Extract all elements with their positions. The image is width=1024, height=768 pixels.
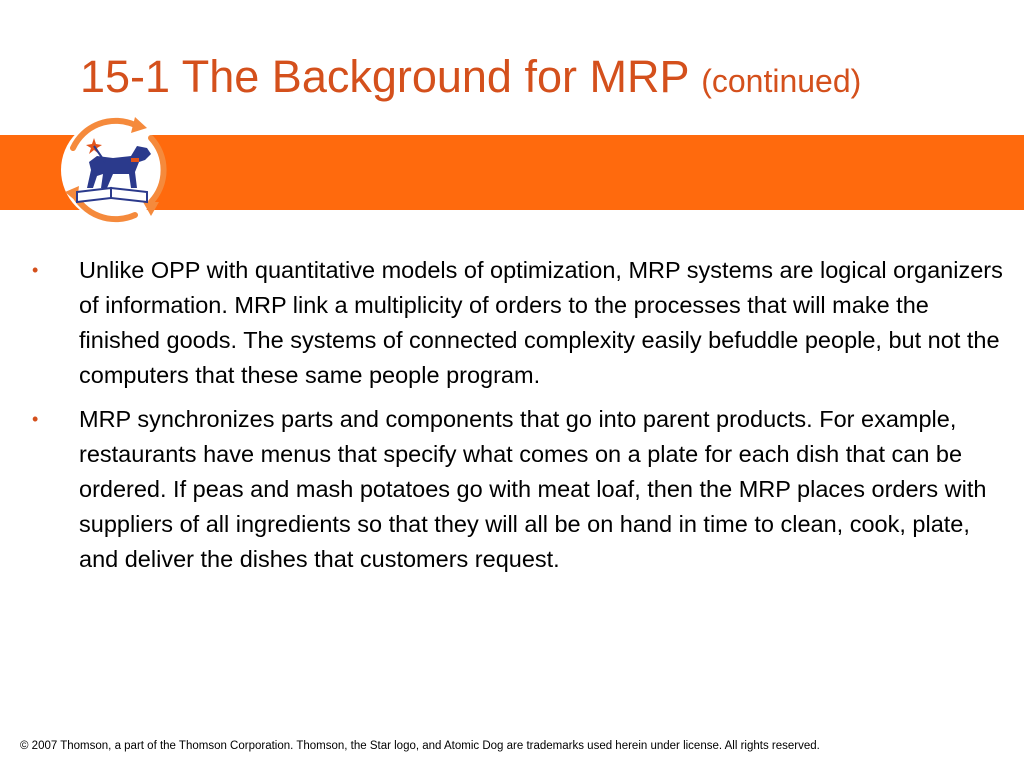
bullet-item (32, 402, 1012, 577)
slide-title (80, 50, 861, 108)
slide-content (32, 253, 1012, 586)
bullet-text: MRP synchronizes parts and components that go into parent products. For example, restaurants have menus that specify what comes on a plate for each dish that can be ordered. If peas and mash potatoes go with meat loaf, then the MRP places orders with suppliers of all ingredients so that they will all be on hand in time to clean, cook, plate, and deliver the dishes that customers request. (79, 406, 987, 572)
slide-title-main: 15-1 The Background for MRP (80, 51, 689, 102)
slide-title-continued: (continued) (701, 63, 862, 99)
bullet-marker: • (32, 260, 39, 280)
copyright-footer: © 2007 Thomson, a part of the Thomson Corporation. Thomson, the Star logo, and Atomic Dog are trademarks used herein under license. All rights reserved. (20, 740, 820, 752)
bullet-text: Unlike OPP with quantitative models of optimization, MRP systems are logical organizers of information. MRP link a multiplicity of orders to the processes that will make the finished goods. The systems of connected complexity easily befuddle people, but not the computers that these same people program. (79, 257, 1003, 388)
bullet-marker: • (32, 409, 39, 429)
atomic-dog-logo-icon (51, 108, 175, 232)
bullet-list (32, 253, 1012, 577)
bullet-item (32, 253, 1012, 393)
